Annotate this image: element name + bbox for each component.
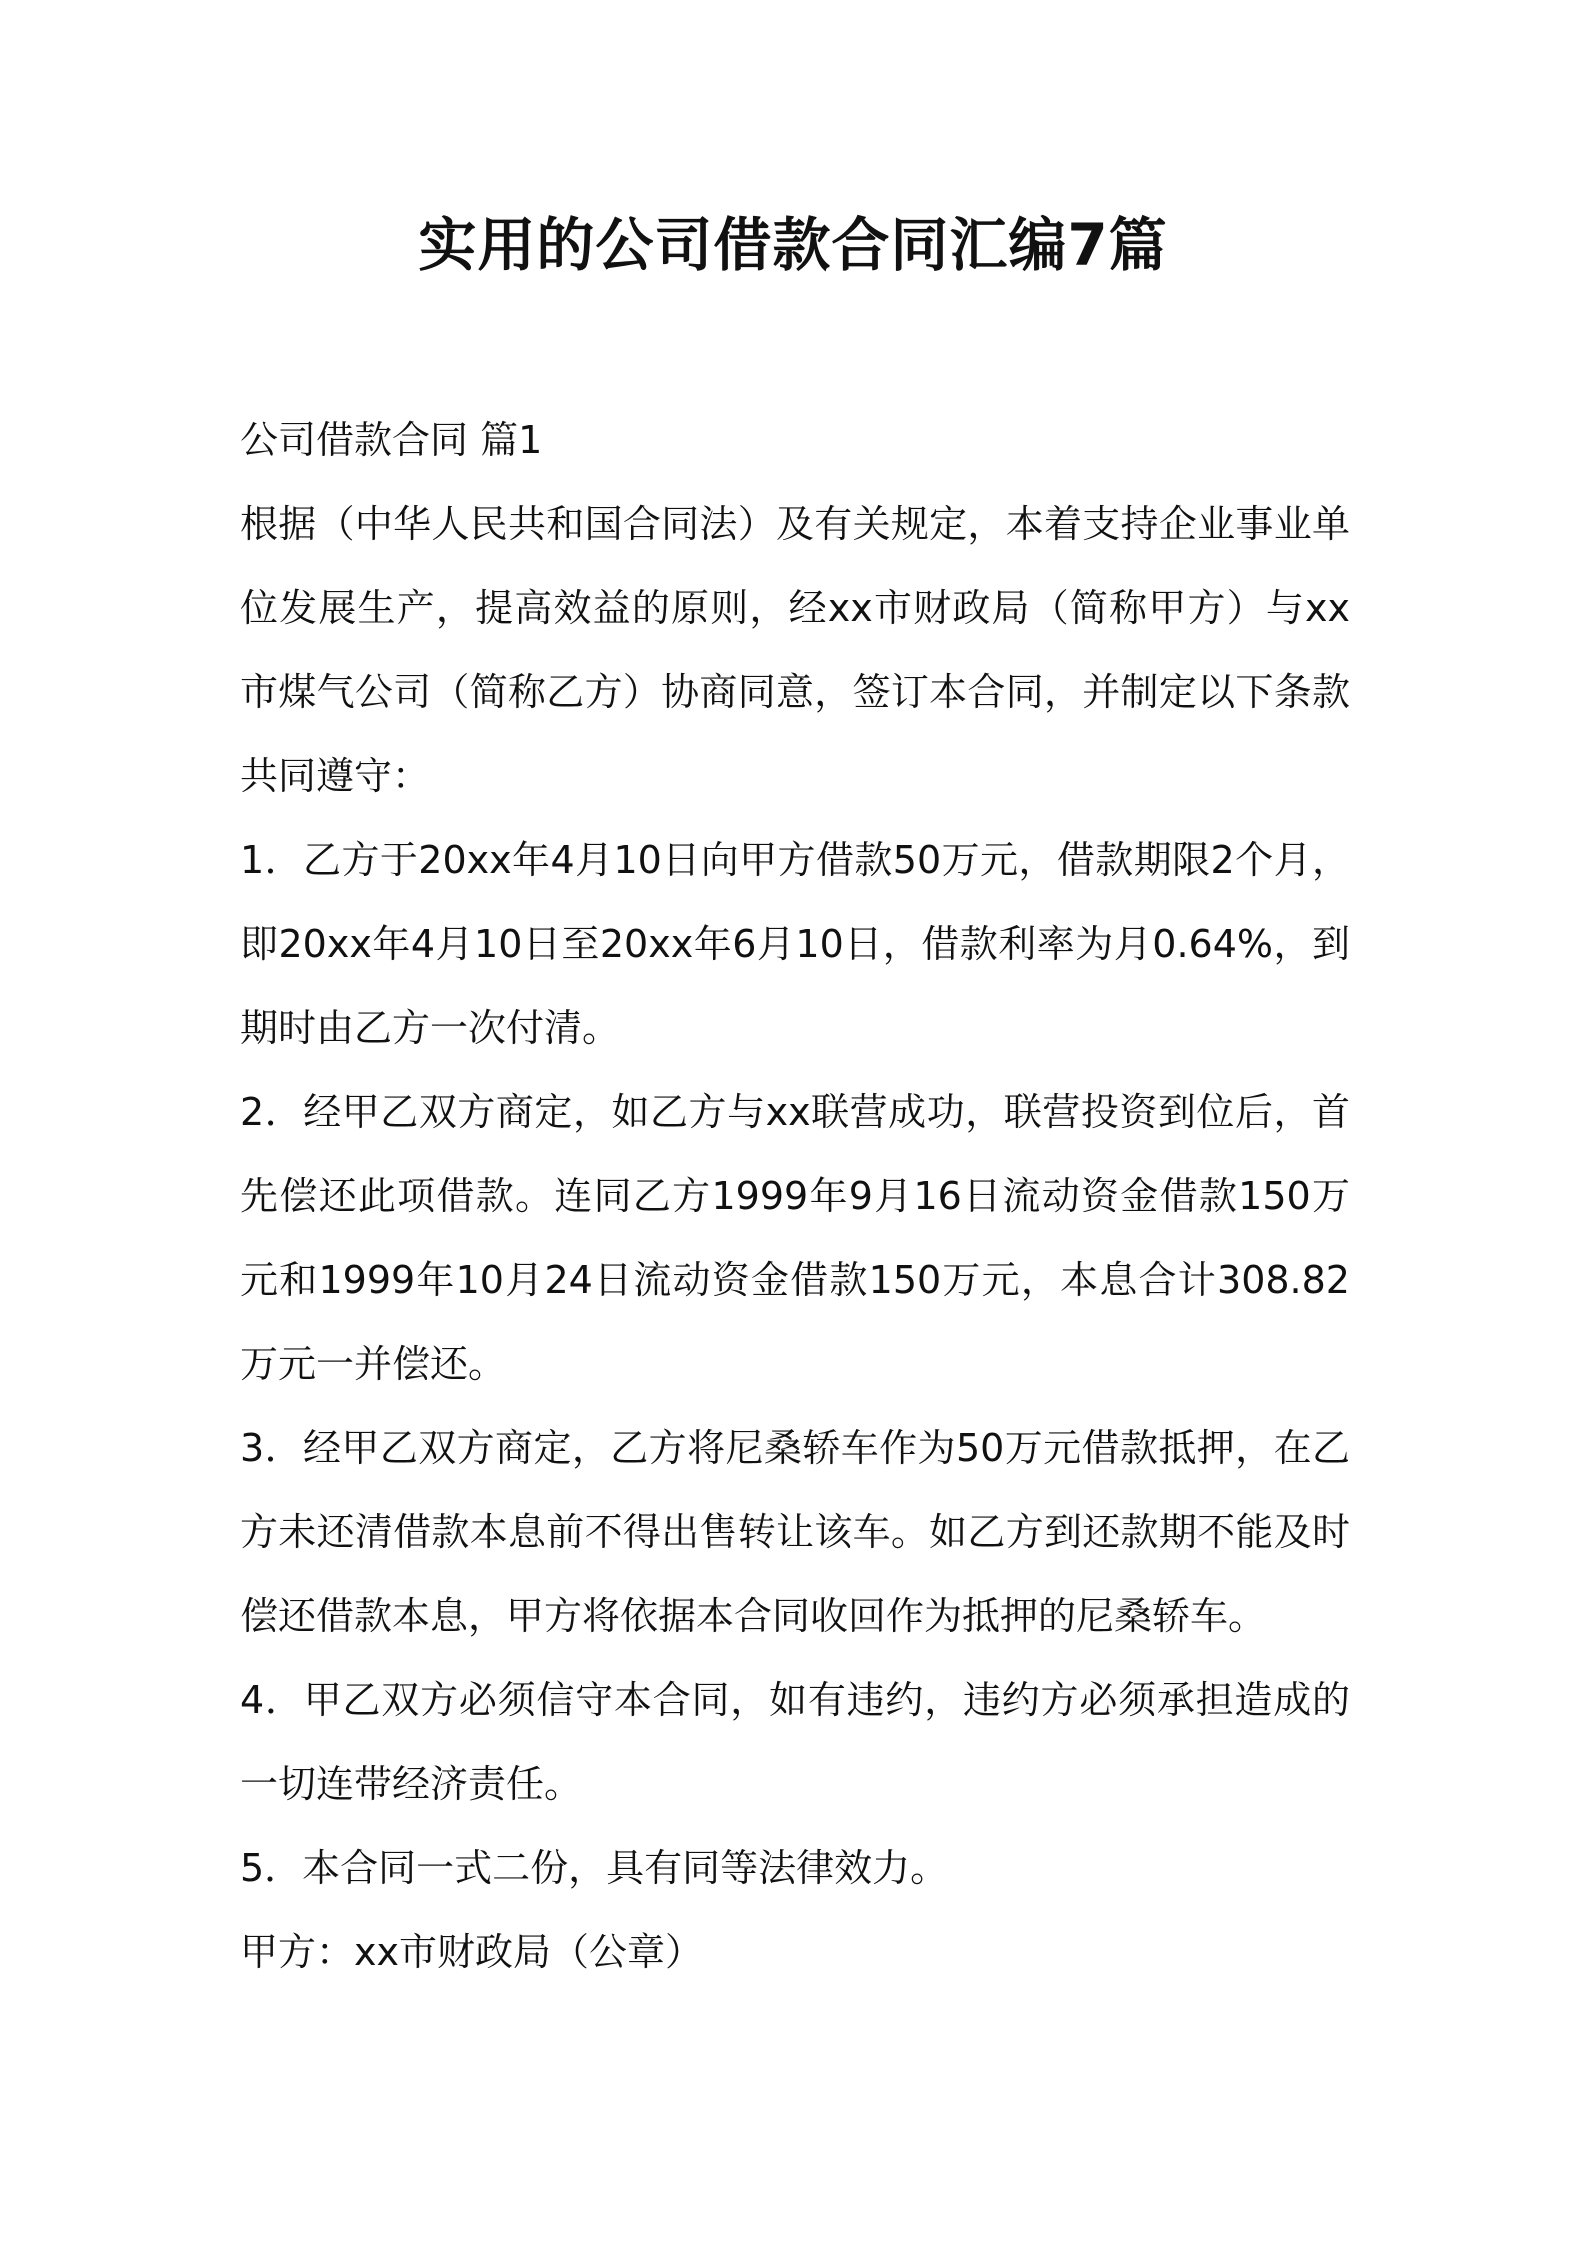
paragraph-clause-3: 3．经甲乙双方商定，乙方将尼桑轿车作为50万元借款抵押，在乙方未还清借款本息前不得出售转让该车。如乙方到还款期不能及时偿还借款本息，甲方将依据本合同收回作为抵押的尼桑轿车。	[240, 1426, 1350, 1638]
party-a-signature-line: 甲方：xx市财政局（公章）	[240, 1930, 703, 1974]
paragraph-clause-4: 4．甲乙双方必须信守本合同，如有违约，违约方必须承担造成的一切连带经济责任。	[240, 1678, 1350, 1806]
paragraph-preamble: 根据（中华人民共和国合同法）及有关规定，本着支持企业事业单位发展生产，提高效益的原则，经xx市财政局（简称甲方）与xx市煤气公司（简称乙方）协商同意，签订本合同，并制定以下条款共同遵守：	[240, 502, 1350, 798]
paragraph-clause-2: 2．经甲乙双方商定，如乙方与xx联营成功，联营投资到位后，首先偿还此项借款。连同乙方1999年9月16日流动资金借款150万元和1999年10月24日流动资金借款150万元，本息合计308.82万元一并偿还。	[240, 1090, 1350, 1386]
paragraph-clause-1: 1．乙方于20xx年4月10日向甲方借款50万元，借款期限2个月，即20xx年4月10日至20xx年6月10日，借款利率为月0.64%，到期时由乙方一次付清。	[240, 838, 1350, 1050]
document-body	[240, 398, 1350, 1994]
document-title: 实用的公司借款合同汇编7篇	[418, 211, 1168, 279]
section-heading: 公司借款合同 篇1	[240, 418, 543, 462]
paragraph-clause-5: 5．本合同一式二份，具有同等法律效力。	[240, 1846, 949, 1890]
